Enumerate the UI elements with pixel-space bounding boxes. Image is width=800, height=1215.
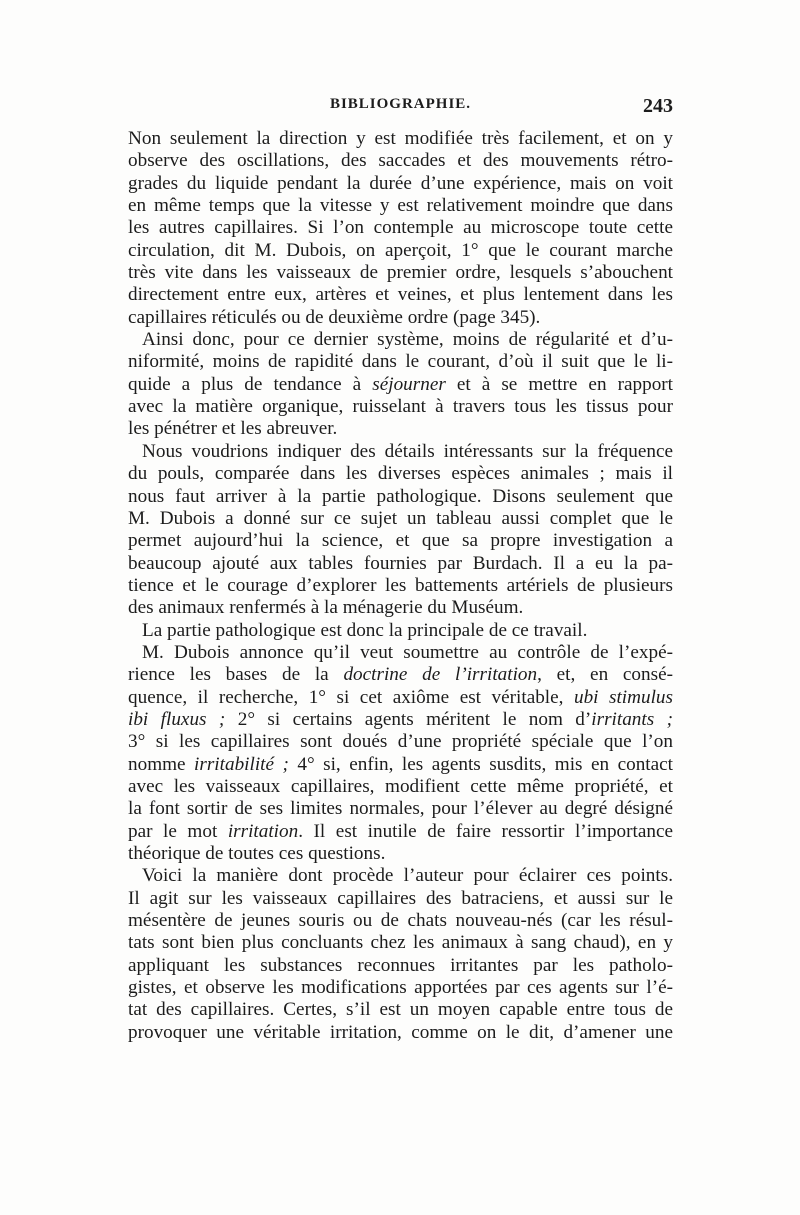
text-line (128, 955, 673, 977)
text-line (128, 597, 673, 619)
text-segment: 3° si les capillaires sont doués d’une propriété spéciale que l’on (128, 731, 673, 753)
text-line (128, 530, 673, 552)
text-segment: quide a plus de tendance à (128, 373, 373, 395)
text-line (128, 642, 673, 664)
text-line (128, 217, 673, 239)
body-text (128, 128, 673, 1044)
italic-text: ibi fluxus ; (128, 708, 226, 730)
text-segment: niformité, moins de rapidité dans le courant, d’où il suit que le li- (128, 351, 673, 373)
text-segment: directement entre eux, artères et veines, et plus lentement dans les (128, 284, 673, 306)
running-head: BIBLIOGRAPHIE. (329, 96, 472, 112)
text-segment: appliquant les substances reconnues irritantes par les patholo- (128, 954, 673, 976)
text-line (128, 195, 673, 217)
text-line (128, 731, 673, 753)
text-segment: La partie pathologique est donc la principale de ce travail. (142, 619, 588, 641)
text-segment: 4° si, enfin, les agents susdits, mis en contact (288, 753, 673, 775)
text-segment: provoquer une véritable irritation, comme on le dit, d’amener une (128, 1021, 673, 1043)
text-line (128, 843, 673, 865)
text-line (128, 977, 673, 999)
text-segment: permet aujourd’hui la science, et que sa propre investigation a (128, 530, 673, 552)
page-header (128, 96, 673, 120)
text-segment: Non seulement la direction y est modifiée très facilement, et on y (128, 128, 673, 149)
text-line (128, 575, 673, 597)
text-line (128, 262, 673, 284)
text-segment: la font sortir de ses limites normales, pour l’élever au degré désigné (128, 798, 673, 820)
text-segment: capillaires réticulés ou de deuxième ordre (page 345). (128, 306, 541, 328)
text-line (128, 865, 673, 887)
text-segment: théorique de toutes ces questions. (128, 843, 386, 864)
italic-text: ubi stimulus (573, 686, 673, 708)
text-line (128, 284, 673, 306)
text-line (128, 664, 673, 686)
text-line (128, 776, 673, 798)
text-line (128, 128, 673, 150)
text-segment: tats sont bien plus concluants chez les animaux à sang chaud), en y (128, 932, 673, 954)
text-line (128, 374, 673, 396)
text-segment: des animaux renfermés à la ménagerie du Muséum. (128, 597, 524, 619)
text-line (128, 821, 673, 843)
text-segment: nous faut arriver à la partie pathologique. Disons seulement que (128, 485, 673, 507)
text-line (128, 508, 673, 530)
text-segment: du pouls, comparée dans les diverses espèces animales ; mais il (128, 463, 673, 485)
text-segment: gistes, et observe les modifications apportées par ces agents sur l’é- (128, 977, 673, 999)
text-line (128, 910, 673, 932)
text-segment: M. Dubois a donné sur ce sujet un tableau aussi complet que le (128, 507, 673, 529)
italic-text: irritants ; (591, 708, 673, 730)
text-line (128, 396, 673, 418)
text-segment: , et, en consé- (537, 664, 673, 686)
text-line (128, 173, 673, 195)
text-segment: Ainsi donc, pour ce dernier système, moins de régularité et d’u- (142, 329, 673, 351)
text-line (128, 620, 673, 642)
text-segment: par le mot (128, 820, 228, 842)
text-line (128, 709, 673, 731)
text-line (128, 329, 673, 351)
text-segment: Voici la manière dont procède l’auteur pour éclairer ces points. (142, 865, 673, 887)
text-line (128, 150, 673, 172)
text-line (128, 486, 673, 508)
text-segment: nomme (128, 753, 195, 775)
text-segment: les pénétrer et les abreuver. (128, 418, 338, 440)
text-segment: Il agit sur les vaisseaux capillaires des batraciens, et aussi sur le (128, 887, 673, 909)
italic-text: irritabilité ; (194, 753, 289, 775)
text-segment: les autres capillaires. Si l’on contemple au microscope toute cette (128, 217, 673, 239)
text-line (128, 1022, 673, 1044)
text-line (128, 240, 673, 262)
italic-text: irritation (227, 820, 299, 842)
text-line (128, 932, 673, 954)
text-segment: tience et le courage d’explorer les battements artériels de plusieurs (128, 574, 673, 596)
text-line (128, 553, 673, 575)
italic-text: séjourner (372, 373, 446, 395)
text-segment: tat des capillaires. Certes, s’il est un moyen capable entre tous de (128, 999, 673, 1021)
text-line (128, 307, 673, 329)
text-segment: beaucoup ajouté aux tables fournies par Burdach. Il a eu la pa- (128, 552, 673, 574)
text-segment: quence, il recherche, 1° si cet axiôme est véritable, (128, 686, 574, 708)
text-segment: Nous voudrions indiquer des détails intéressants sur la fréquence (142, 440, 673, 462)
page-number: 243 (643, 95, 673, 117)
text-line (128, 754, 673, 776)
text-segment: circulation, dit M. Dubois, on aperçoit, 1° que le courant marche (128, 239, 673, 261)
text-segment: . Il est inutile de faire ressortir l’importance (298, 820, 673, 842)
text-segment: 2° si certains agents méritent le nom d’ (225, 708, 592, 730)
text-line (128, 999, 673, 1021)
text-segment: très vite dans les vaisseaux de premier ordre, lesquels s’abouchent (128, 262, 673, 284)
text-segment: en même temps que la vitesse y est relativement moindre que dans (128, 195, 673, 217)
text-segment: rience les bases de la (128, 664, 344, 686)
text-segment: M. Dubois annonce qu’il veut soumettre au contrôle de l’expé- (142, 641, 673, 663)
text-segment: avec les vaisseaux capillaires, modifient cette même propriété, et (128, 775, 673, 797)
text-segment: mésentère de jeunes souris ou de chats nouveau-nés (car les résul- (128, 910, 673, 932)
text-line (128, 418, 673, 440)
italic-text: doctrine de l’irritation (343, 664, 538, 686)
text-line (128, 351, 673, 373)
text-line (128, 463, 673, 485)
text-segment: observe des oscillations, des saccades et des mouvements rétro- (128, 150, 673, 172)
text-segment: et à se mettre en rapport (445, 373, 673, 395)
text-line (128, 687, 673, 709)
text-segment: avec la matière organique, ruisselant à travers tous les tissus pour (128, 396, 673, 418)
text-line (128, 888, 673, 910)
text-line (128, 798, 673, 820)
text-segment: grades du liquide pendant la durée d’une expérience, mais on voit (128, 172, 673, 194)
text-line (128, 441, 673, 463)
